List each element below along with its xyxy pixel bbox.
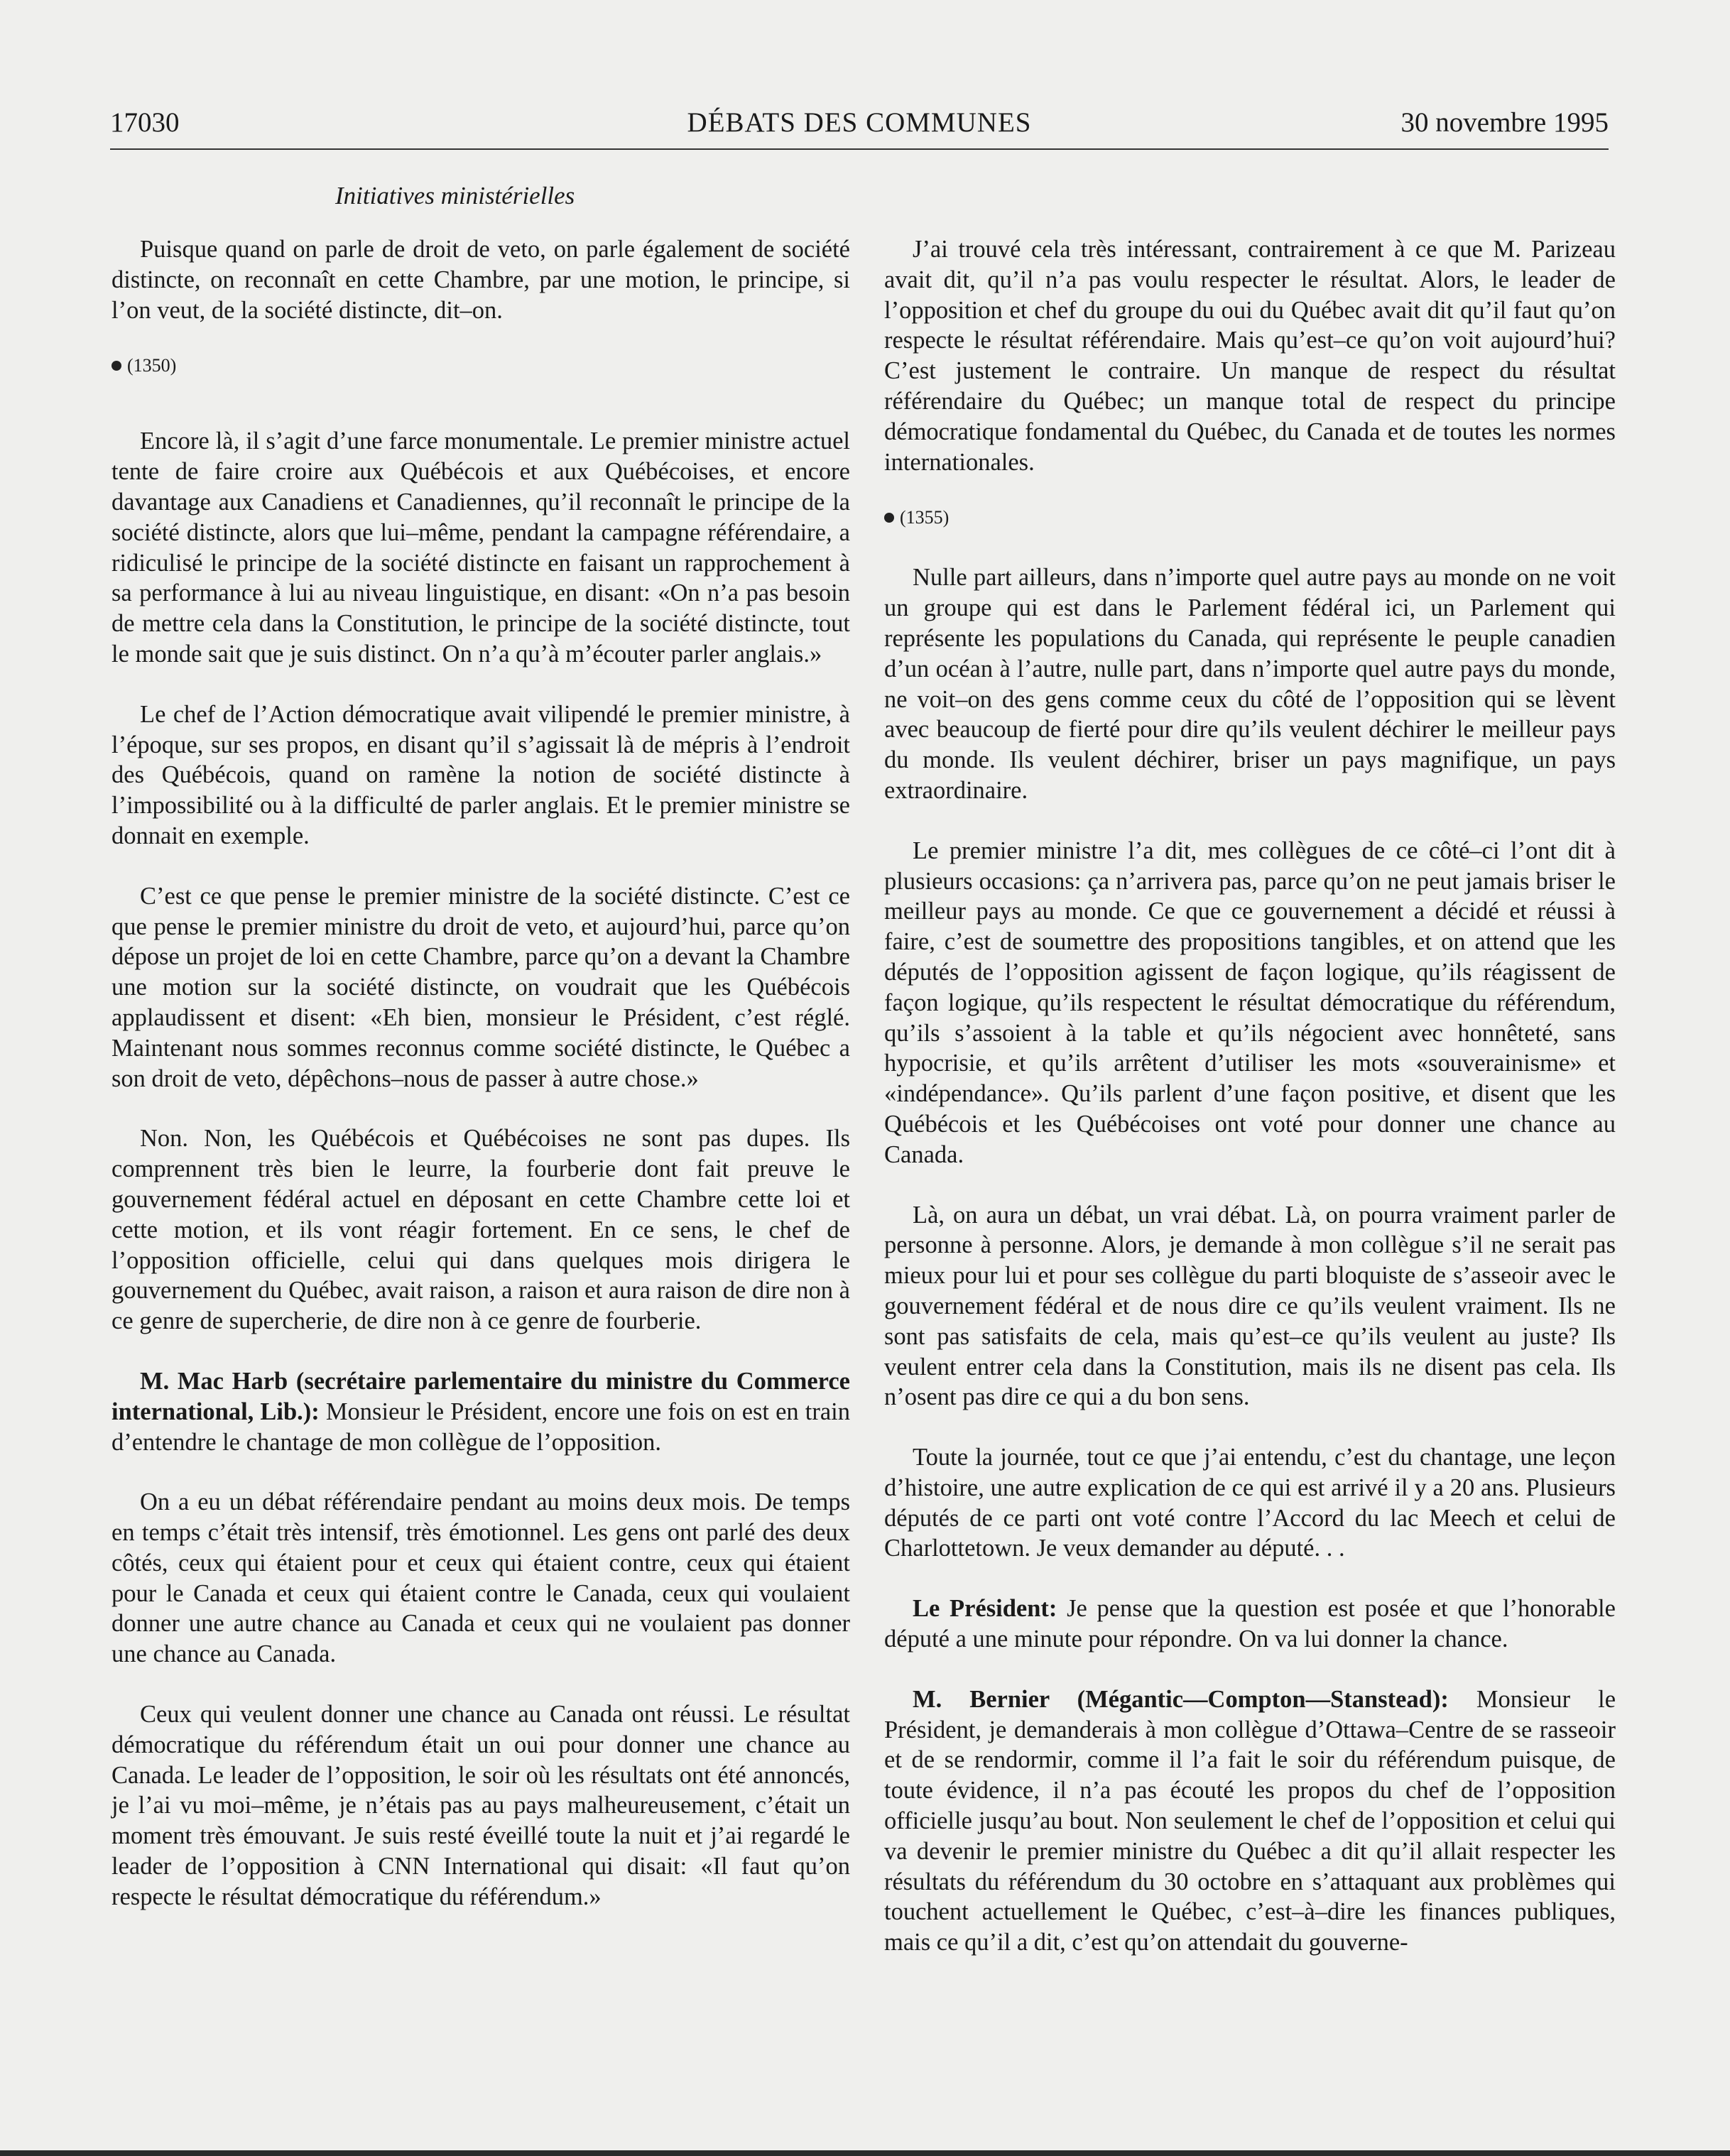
paragraph: Nulle part ailleurs, dans n’importe quel autre pays au monde on ne voit un groupe qui est dans le Parlement fédéral ici, un Parlement qui représente les populations du Canada, qui représente le peuple canadien d’un océan à l’autre, nulle part, dans n’importe quel autre pays du monde, ne voit–on des gens comme ceux du côté de l’opposition qui se lèvent avec beaucoup de fierté pour dire qu’ils veulent déchirer le meilleur pays du monde. Ils veulent déchirer, briser un pays magnifique, un pays extraordinaire.: [884, 564, 1616, 804]
speech-text: Monsieur le Président, je demanderais à mon collègue d’Ottawa–Centre de se rasseoir et de se rendormir, comme il l’a fait le soir du référendum puisque, de toute évidence, il n’a pas écouté les propos du chef de l’opposition officielle jusqu’au bout. Non seulement le chef de l’opposition et celui qui va devenir le premier ministre du Québec a dit qu’il allait respecter les résultats du référendum du 30 octobre en s’attaquant aux problèmes qui touchent actuellement le Québec, c’est–à–dire les finances publiques, mais ce qu’il a dit, c’est qu’on attendait du gouverne-: [884, 1685, 1616, 1956]
bullet-icon: [884, 513, 894, 523]
page-number: 17030: [110, 107, 180, 138]
paragraph: Le premier ministre l’a dit, mes collègues de ce côté–ci l’ont dit à plusieurs occasions: ça n’arrivera pas, parce qu’on ne peut jamais briser le meilleur pays au monde. Ce que ce gouvernement a décidé et réussi à faire, c’est de soumettre des propositions tangibles, et on attend que les députés de l’opposition agissent de façon logique, qu’ils réagissent de façon logique, qu’ils respectent le résultat démocratique du référendum, qu’ils s’assoient à la table et qu’ils négocient avec honnêteté, sans hypocrisie, et qu’ils arrêtent d’utiliser les mots «souverainisme» et «indépendance». Qu’ils parlent d’une façon positive, et disent que les Québécois et les Québécoises ont voté pour donner une chance au Canada.: [884, 837, 1616, 1168]
scan-edge: [0, 2150, 1730, 2156]
speech-paragraph: [111, 1366, 850, 1457]
paragraph: C’est ce que pense le premier ministre de la société distincte. C’est ce que pense le premier ministre du droit de veto, et aujourd’hui, parce qu’on dépose un projet de loi en cette Chambre, parce qu’on a devant la Chambre une motion sur la société distincte, on voudrait que les Québécois applaudissent et disent: «Eh bien, monsieur le Président, c’est réglé. Maintenant nous sommes reconnus comme société distincte, le Québec a son droit de veto, dépêchons–nous de passer à autre chose.»: [111, 882, 850, 1092]
bullet-icon: [111, 361, 121, 371]
time-marker-label: (1350): [127, 355, 177, 376]
speech-paragraph: [884, 1594, 1616, 1655]
paragraph: J’ai trouvé cela très intéressant, contrairement à ce que M. Parizeau avait dit, qu’il n’a pas voulu respecter le résultat. Alors, le leader de l’opposition et chef du groupe du oui du Québec avait dit qu’il faut qu’on respecte le résultat référendaire. Mais qu’est–ce qu’on voit aujourd’hui? C’est justement le contraire. Un manque de respect du résultat référendaire du Québec; un manque total de respect du principe démocratique fondamental du Québec, du Canada et de toutes les normes internationales.: [884, 236, 1616, 476]
paragraph: Non. Non, les Québécois et Québécoises ne sont pas dupes. Ils comprennent très bien le leurre, la fourberie dont fait preuve le gouvernement fédéral actuel en déposant en cette Chambre cette loi et cette motion, et ils vont réagir fortement. En ce sens, le chef de l’opposition officielle, celui qui dans quelques mois dirigera le gouvernement du Québec, avait raison, a raison et aura raison de dire non à ce genre de supercherie, de dire non à ce genre de fourberie.: [111, 1125, 850, 1335]
time-marker: [884, 507, 1616, 528]
paragraph: Ceux qui veulent donner une chance au Canada ont réussi. Le résultat démocratique du référendum était un oui pour donner une chance au Canada. Le leader de l’opposition, le soir où les résultats ont été annoncés, je l’ai vu moi–même, je n’étais pas au pays malheureusement, c’était un moment très émouvant. Je suis resté éveillé toute la nuit et j’ai regardé le leader de l’opposition à CNN International qui disait: «Il faut qu’on respecte le résultat démocratique du référendum.»: [111, 1701, 850, 1910]
paragraph: Puisque quand on parle de droit de veto, on parle également de société distincte, on reconnaît en cette Chambre, par une motion, le principe, si l’on veut, de la société distincte, dit–on.: [111, 236, 850, 324]
paragraph: On a eu un débat référendaire pendant au moins deux mois. De temps en temps c’était très intensif, très émotionnel. Les gens ont parlé des deux côtés, ceux qui étaient pour et ceux qui étaient contre, ceux qui étaient pour le Canada et ceux qui étaient contre le Canada, ceux qui voulaient donner une autre chance au Canada et ceux qui ne voulaient pas donner une chance au Canada.: [111, 1488, 850, 1668]
paragraph: Là, on aura un débat, un vrai débat. Là, on pourra vraiment parler de personne à personne. Alors, je demande à mon collègue s’il ne serait pas mieux pour lui et pour ses collègue du parti bloquiste de s’asseoir avec le gouvernement fédéral et de nous dire ce qu’ils veulent vraiment. Ils ne sont pas satisfaits de cela, mais qu’est–ce qu’ils veulent au juste? Ils veulent entrer cela dans la Constitution, mais ils ne disent pas cela. Ils n’osent pas dire ce qui a du bon sens.: [884, 1201, 1616, 1411]
paragraph: Toute la journée, tout ce que j’ai entendu, c’est du chantage, une leçon d’histoire, une autre explication de ce qui est arrivé il y a 20 ans. Plusieurs députés de ce parti ont voté contre l’Accord du lac Meech et celui de Charlottetown. Je veux demander au député. . .: [884, 1444, 1616, 1562]
left-column: [111, 234, 850, 1942]
publication-title: DÉBATS DES COMMUNES: [687, 107, 1032, 138]
speaker-name: M. Bernier (Mégantic—Compton—Stanstead):: [913, 1685, 1449, 1713]
right-column: [884, 234, 1616, 1988]
time-marker-label: (1355): [900, 507, 950, 528]
section-rubric: Initiatives ministérielles: [335, 182, 575, 209]
speech-text: Monsieur le Président, encore une fois on est en train d’entendre le chantage de mon collègue de l’opposition.: [111, 1398, 850, 1456]
page-header: [110, 107, 1609, 143]
speaker-name: Le Président:: [913, 1595, 1057, 1623]
paragraph: Encore là, il s’agit d’une farce monumentale. Le premier ministre actuel tente de faire croire aux Québécois et aux Québécoises, et encore davantage aux Canadiens et Canadiennes, qu’il reconnaît le principe de la société distincte, alors que lui–même, pendant la campagne référendaire, a ridiculisé le principe de la société distincte en faisant un rapprochement à sa performance à lui au niveau linguistique, en disant: «On n’a pas besoin de mettre cela dans la Constitution, le principe de la société distincte, tout le monde sait que je suis distinct. On n’a qu’à m’écouter parler anglais.»: [111, 428, 850, 668]
time-marker: [111, 355, 850, 376]
header-rule: [110, 148, 1609, 150]
paragraph: Le chef de l’Action démocratique avait vilipendé le premier ministre, à l’époque, sur ses propos, en disant qu’il s’agissait là de mépris à l’endroit des Québécois, quand on ramène la notion de société distincte à l’impossibilité ou à la difficulté de parler anglais. Et le premier ministre se donnait en exemple.: [111, 700, 850, 849]
speaker-name: M. Mac Harb (secrétaire parlementaire du ministre du Commerce international, Lib.):: [111, 1367, 850, 1425]
page-date: 30 novembre 1995: [1400, 107, 1609, 138]
speech-text: Je pense que la question est posée et que l’honorable député a une minute pour répondre. On va lui donner la chance.: [884, 1595, 1616, 1653]
speech-paragraph: [884, 1684, 1616, 1958]
